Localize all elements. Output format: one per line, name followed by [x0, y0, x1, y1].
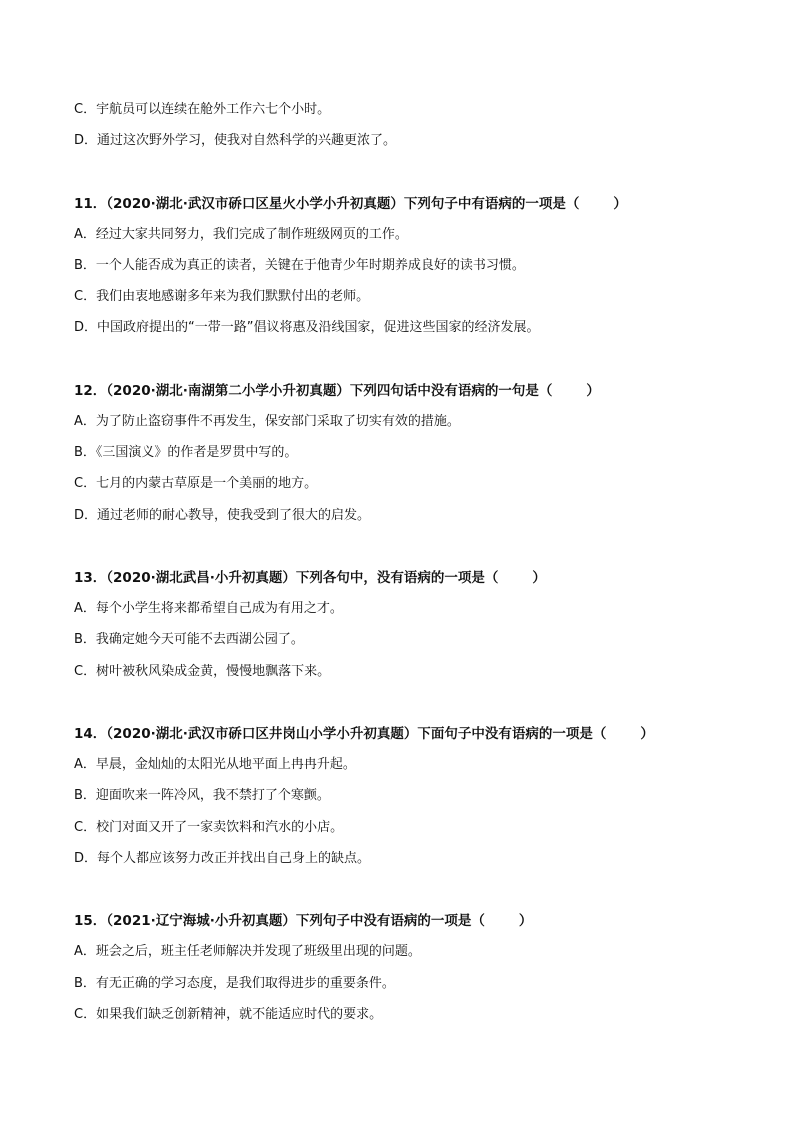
question-13-stem	[74, 568, 546, 588]
question-15-option-b: B．有无正确的学习态度，是我们取得进步的重要条件。	[74, 976, 395, 991]
question-14-stem	[74, 724, 654, 744]
question-12-stem	[74, 381, 600, 401]
question-12-option-c: C．七月的内蒙古草原是一个美丽的地方。	[74, 476, 318, 491]
question-12-option-b: B．《三国演义》的作者是罗贯中写的。	[74, 445, 298, 460]
question-11-option-b: B．一个人能否成为真正的读者，关键在于他青少年时期养成良好的读书习惯。	[74, 258, 525, 273]
question-14-close-paren: ）	[640, 726, 654, 742]
question-13-close-paren: ）	[532, 570, 546, 586]
question-15-close-paren: ）	[518, 913, 533, 929]
question-11-close-paren: ）	[613, 196, 627, 212]
question-14-stem-text: 14．（2020·湖北·武汉市硚口区井岗山小学小升初真题）下面句子中没有语病的一项是（	[74, 726, 607, 742]
question-15-stem	[74, 911, 532, 931]
question-14-option-a: A．早晨，金灿灿的太阳光从地平面上冉冉升起。	[74, 757, 356, 772]
question-14-option-b: B．迎面吹来一阵冷风，我不禁打了个寒颤。	[74, 788, 330, 803]
question-11-stem-text: 11．（2020·湖北·武汉市硚口区星火小学小升初真题）下列句子中有语病的一项是（	[74, 196, 580, 212]
question-11-option-c: C．我们由衷地感谢多年来为我们默默付出的老师。	[74, 289, 370, 304]
question-12-option-a: A．为了防止盗窃事件不再发生，保安部门采取了切实有效的措施。	[74, 414, 460, 429]
carryover-option-c: C．宇航员可以连续在舱外工作六七个小时。	[74, 102, 331, 117]
question-12-stem-text: 12．（2020·湖北·南湖第二小学小升初真题）下列四句话中没有语病的一句是（	[74, 383, 553, 399]
question-15-option-a: A．班会之后，班主任老师解决并发现了班级里出现的问题。	[74, 944, 421, 959]
question-11-option-a: A．经过大家共同努力，我们完成了制作班级网页的工作。	[74, 227, 408, 242]
question-14-option-c: C．校门对面又开了一家卖饮料和汽水的小店。	[74, 820, 344, 835]
carryover-option-d: D．通过这次野外学习，使我对自然科学的兴趣更浓了。	[74, 133, 397, 148]
question-13-option-a: A．每个小学生将来都希望自己成为有用之才。	[74, 601, 343, 616]
question-13-option-c: C．树叶被秋风染成金黄，慢慢地飘落下来。	[74, 664, 331, 679]
question-11-option-d: D．中国政府提出的“一带一路”倡议将惠及沿线国家，促进这些国家的经济发展。	[74, 320, 540, 335]
question-12-close-paren: ）	[586, 383, 600, 399]
question-13-option-b: B．我确定她今天可能不去西湖公园了。	[74, 632, 304, 647]
question-15-option-c: C．如果我们缺乏创新精神，就不能适应时代的要求。	[74, 1007, 383, 1022]
question-13-stem-text: 13．（2020·湖北武昌·小升初真题）下列各句中，没有语病的一项是（	[74, 570, 499, 586]
question-15-stem-text: 15．（2021·辽宁海城·小升初真题）下列句子中没有语病的一项是（	[74, 913, 485, 929]
question-11-stem	[74, 194, 627, 214]
question-14-option-d: D．每个人都应该努力改正并找出自己身上的缺点。	[74, 851, 371, 866]
question-12-option-d: D．通过老师的耐心教导，使我受到了很大的启发。	[74, 508, 371, 523]
